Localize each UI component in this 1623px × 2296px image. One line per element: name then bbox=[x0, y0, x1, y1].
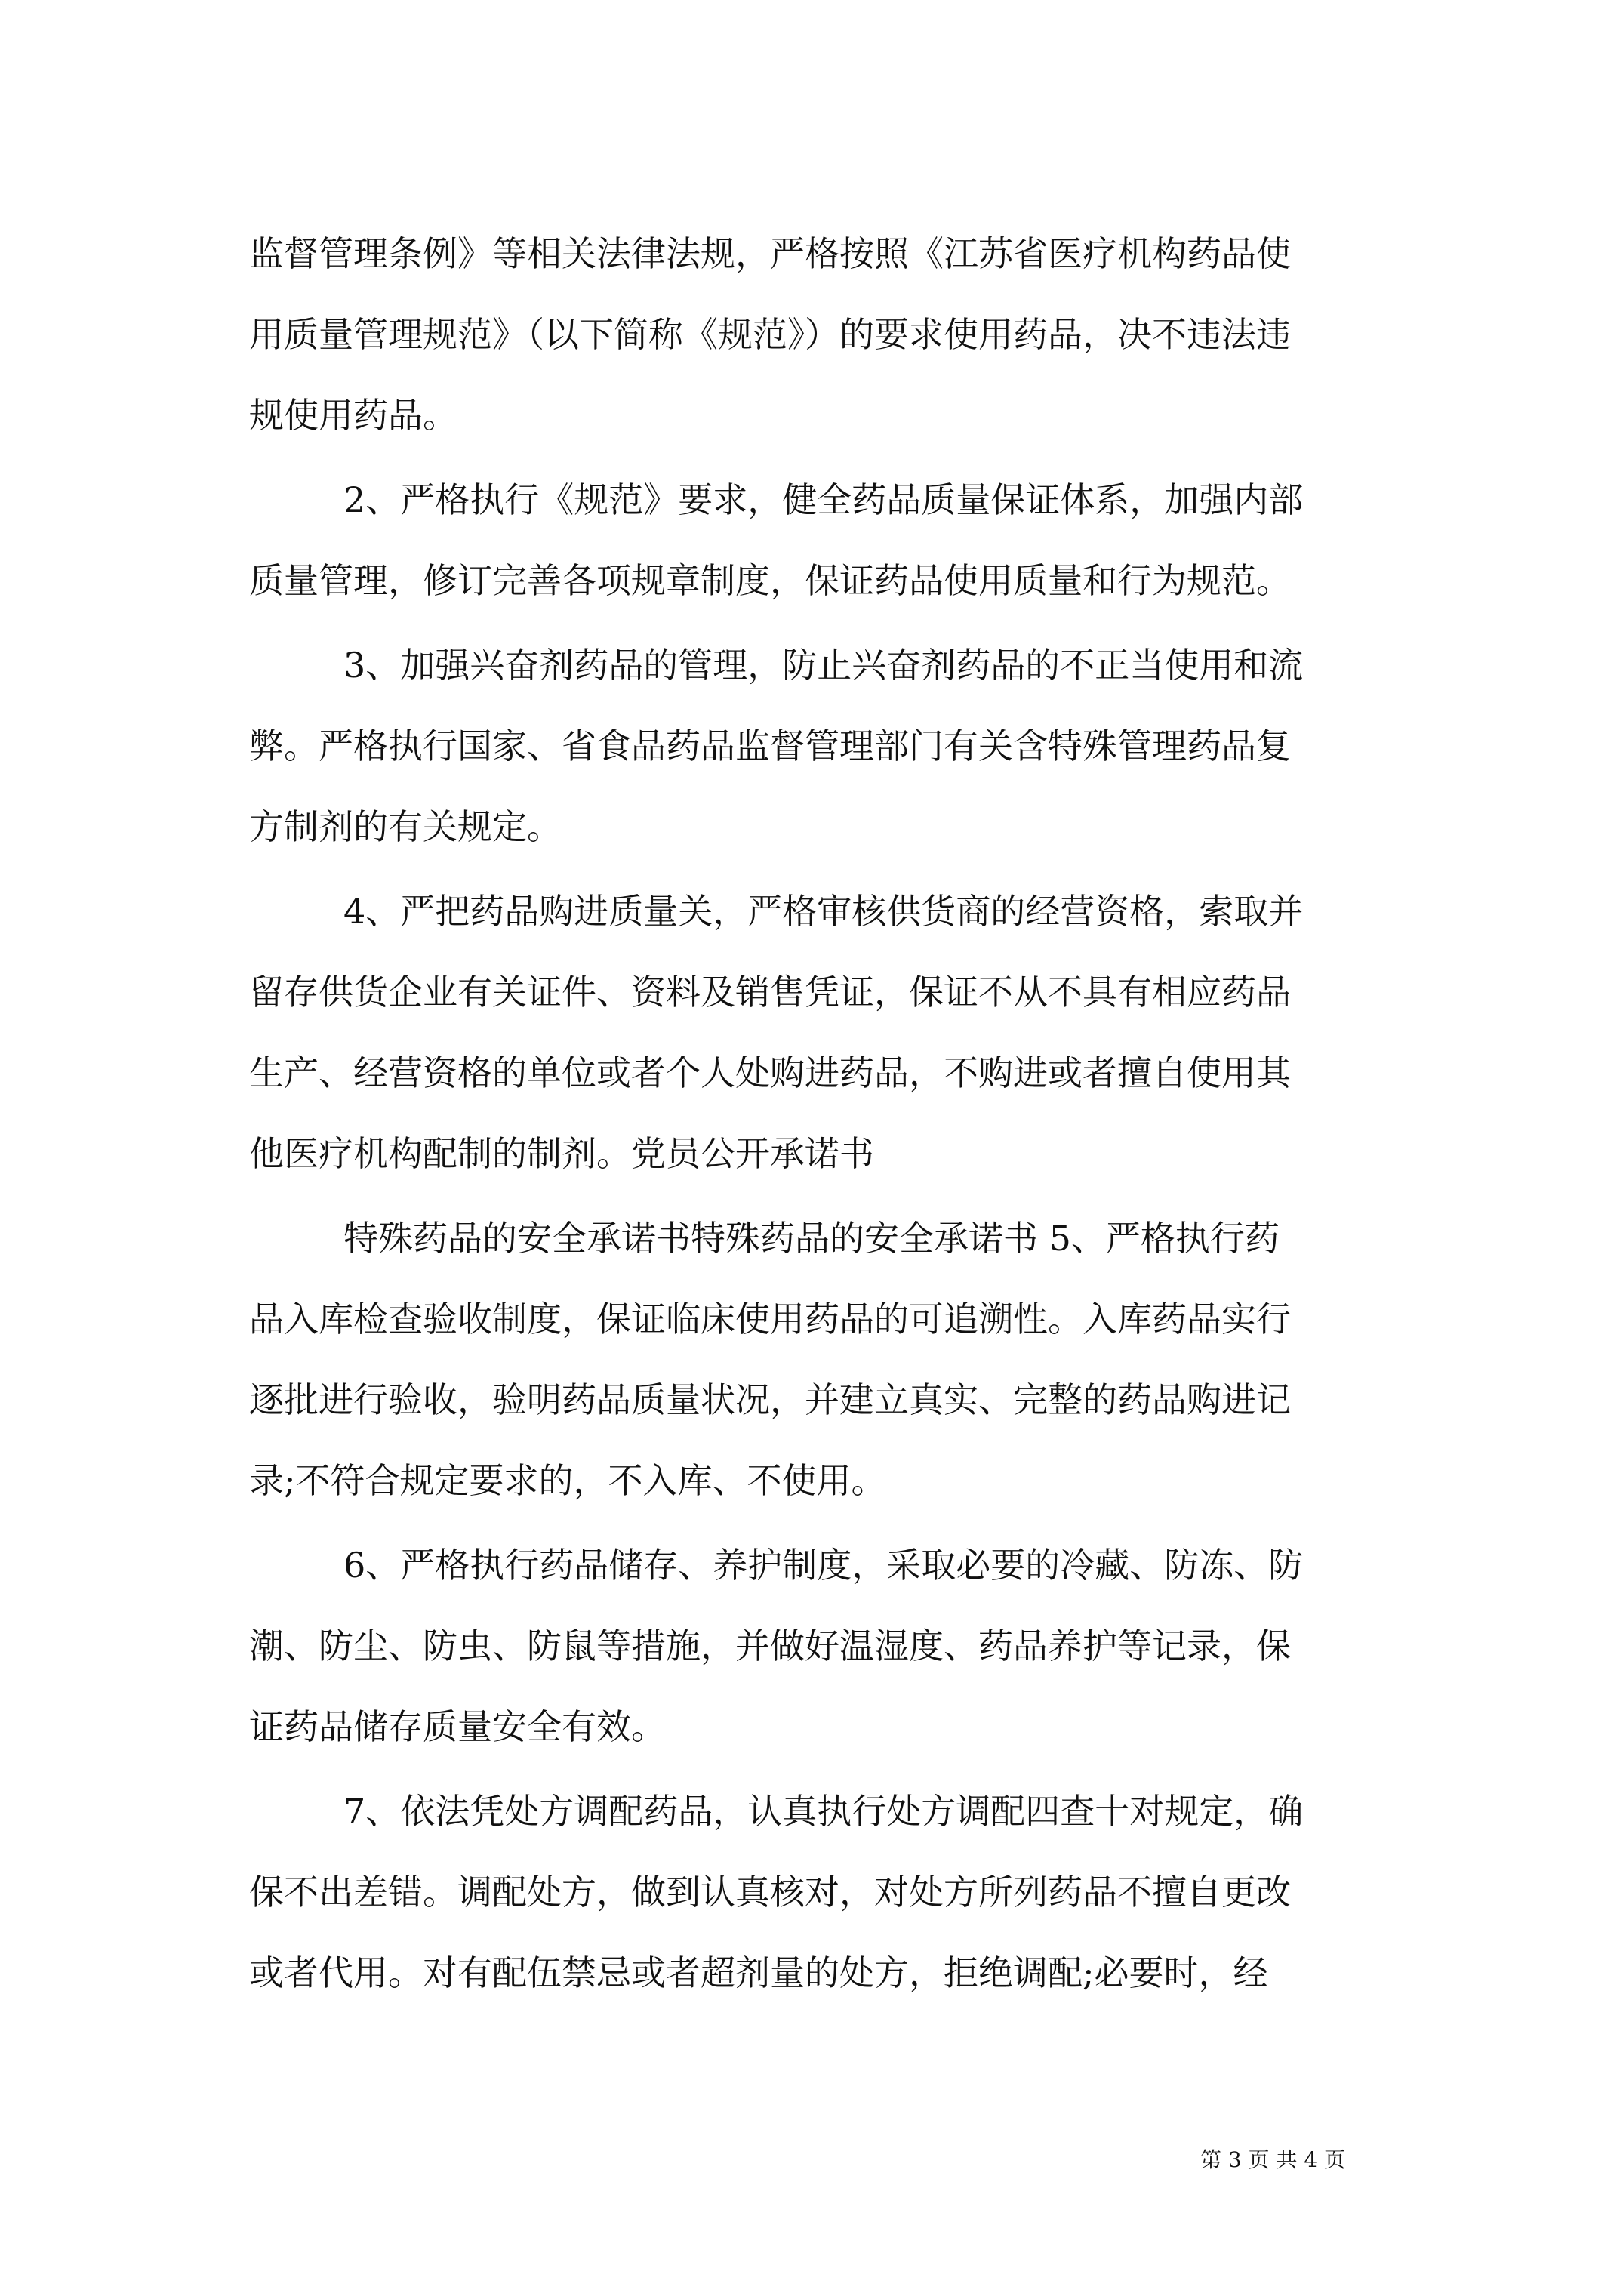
paragraph-start-line: 2、严格执行《规范》要求，健全药品质量保证体系，加强内部 bbox=[343, 479, 1304, 520]
paragraph-start-line: 6、严格执行药品储存、养护制度，采取必要的冷藏、防冻、防 bbox=[343, 1545, 1304, 1586]
text-line: 规使用药品。 bbox=[249, 395, 457, 436]
text-line: 录;不符合规定要求的，不入库、不使用。 bbox=[249, 1460, 886, 1501]
paragraph-start-line: 特殊药品的安全承诺书特殊药品的安全承诺书 5、严格执行药 bbox=[343, 1218, 1280, 1259]
text-line: 留存供货企业有关证件、资料及销售凭证，保证不从不具有相应药品 bbox=[249, 972, 1291, 1012]
text-line: 逐批进行验收，验明药品质量状况，并建立真实、完整的药品购进记 bbox=[249, 1379, 1291, 1420]
text-line: 保不出差错。调配处方，做到认真核对，对处方所列药品不擅自更改 bbox=[249, 1872, 1291, 1912]
text-line: 生产、经营资格的单位或者个人处购进药品，不购进或者擅自使用其 bbox=[249, 1052, 1291, 1093]
text-line: 他医疗机构配制的制剂。党员公开承诺书 bbox=[249, 1133, 874, 1174]
text-line: 方制剂的有关规定。 bbox=[249, 806, 562, 847]
paragraph-start-line: 3、加强兴奋剂药品的管理，防止兴奋剂药品的不正当使用和流 bbox=[343, 645, 1304, 686]
paragraph-start-line: 4、严把药品购进质量关，严格审核供货商的经营资格，索取并 bbox=[343, 891, 1304, 932]
text-line: 品入库检查验收制度，保证临床使用药品的可追溯性。入库药品实行 bbox=[249, 1299, 1291, 1339]
text-line: 弊。严格执行国家、省食品药品监督管理部门有关含特殊管理药品复 bbox=[249, 726, 1291, 766]
text-line: 证药品储存质量安全有效。 bbox=[249, 1706, 666, 1747]
text-line: 质量管理，修订完善各项规章制度，保证药品使用质量和行为规范。 bbox=[249, 560, 1291, 601]
text-line: 或者代用。对有配伍禁忌或者超剂量的处方，拒绝调配;必要时，经 bbox=[249, 1952, 1268, 1993]
text-line: 潮、防尘、防虫、防鼠等措施，并做好温湿度、药品养护等记录，保 bbox=[249, 1626, 1291, 1666]
page-number-footer: 第 3 页 共 4 页 bbox=[1200, 2147, 1346, 2172]
text-line: 用质量管理规范》（以下简称《规范》）的要求使用药品，决不违法违 bbox=[249, 314, 1291, 355]
text-line: 监督管理条例》等相关法律法规，严格按照《江苏省医疗机构药品使 bbox=[249, 233, 1291, 274]
paragraph-start-line: 7、依法凭处方调配药品，认真执行处方调配四查十对规定，确 bbox=[343, 1791, 1304, 1832]
